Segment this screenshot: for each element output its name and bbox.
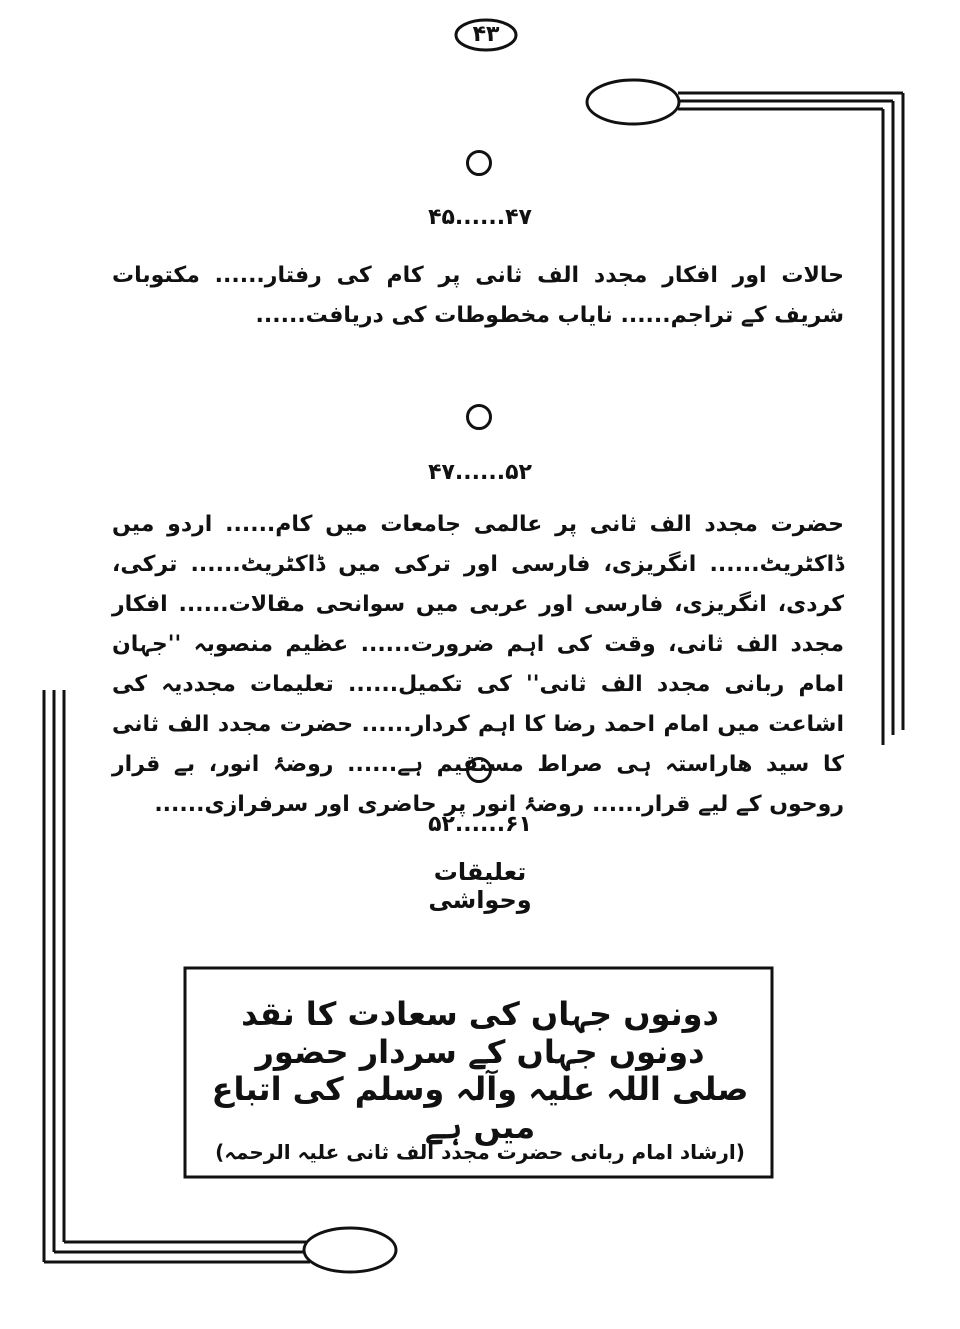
section-1-range: ۴۵......۴۷ xyxy=(428,205,532,230)
section-3-range: ۵۲......۶۱ xyxy=(428,812,532,837)
section-1-text: حالات اور افکار مجدد الف ثانی پر کام کی رفتار...... مکتوبات شریف کے تراجم...... نایاب مخطوطات کی دریافت...... xyxy=(112,263,844,328)
quote-attribution: (ارشاد امام ربانی حضرت مجدد الف ثانی علیہ الرحمہ) xyxy=(215,1140,745,1164)
section-3-heading: تعلیقات وحواشی xyxy=(428,858,532,914)
quote-line-2: صلی اللہ علیہ وآلہ وسلم کی اتباع میں ہے xyxy=(211,1070,749,1146)
page-number: ۴۳ xyxy=(472,22,500,47)
section-2-text: حضرت مجدد الف ثانی پر عالمی جامعات میں کام...... اردو میں ڈاکٹریٹ...... انگریزی، فارسی اور ترکی میں ڈاکٹریٹ...... ترکی، کردی، انگریزی، فارسی اور عربی میں سوانحی مقالات...... افکار مجدد الف ثانی، وقت کی اہم ضرورت...... عظیم منصوبہ ''جہان امام ربانی مجدد الف ثانی'' کی تکمیل...... تعلیمات مجددیہ کی اشاعت میں امام احمد رضا کا اہم کردار...... حضرت مجدد الف ثانی کا سید ھاراستہ ہی صراط مستقیم ہے...... روضۂ انور، بے قرار روحوں کے لیے قرار...... روضۂ انور پر حاضری اور سرفرازی...... xyxy=(112,512,844,817)
section-circle-icon xyxy=(466,757,492,783)
section-circle-icon xyxy=(466,150,492,176)
section-2-range: ۴۷......۵۲ xyxy=(428,460,532,485)
quote-line-1: دونوں جہاں کی سعادت کا نقد دونوں جہاں کے سردار حضور xyxy=(241,995,719,1071)
section-circle-icon xyxy=(466,404,492,430)
